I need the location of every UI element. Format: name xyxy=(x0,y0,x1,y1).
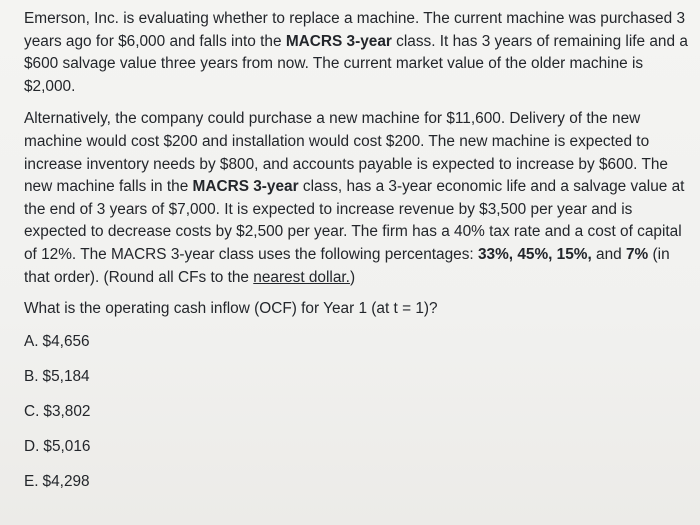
para2-text-3: and xyxy=(591,245,626,263)
option-a-letter: A. xyxy=(24,332,39,350)
option-e-text: $4,298 xyxy=(42,472,90,490)
question-card xyxy=(24,8,696,506)
para2-text-4: (in that order). (Round all CFs to the xyxy=(24,245,670,286)
option-c-letter: C. xyxy=(24,402,40,420)
para1-text-2: class. It has 3 years of remaining life and a $600 salvage value three years from now. The current market value of the older machine is $2,000. xyxy=(24,32,688,95)
question-prompt: What is the operating cash inflow (OCF) for Year 1 (at t = 1)? xyxy=(24,300,438,318)
problem-paragraph-2 xyxy=(24,108,696,289)
para2-seven-percent-bold: 7% xyxy=(626,245,649,263)
option-a[interactable] xyxy=(24,331,696,366)
para1-text-1: Emerson, Inc. is evaluating whether to replace a machine. The current machine was purchased 3 years ago for $6,000 and falls into the xyxy=(24,10,686,50)
option-b-letter: B. xyxy=(24,367,39,385)
para2-macrs-bold: MACRS 3-year xyxy=(192,178,299,196)
option-c-text: $3,802 xyxy=(43,402,91,420)
para1-macrs-bold: MACRS 3-year xyxy=(285,32,392,50)
para2-text-5: ) xyxy=(349,268,356,286)
option-d-text: $5,016 xyxy=(43,437,91,455)
para2-nearest-dollar-underlined: nearest dollar. xyxy=(253,268,350,286)
para2-text-1: Alternatively, the company could purchase a new machine for $11,600. Delivery of the new machine would cost $200 and installation would cost $200. The new machine is expected to increase inventory needs by $800, and accounts payable is expected to increase by $600. The new machine falls in the xyxy=(24,110,668,196)
answer-options xyxy=(24,331,696,506)
option-e[interactable] xyxy=(24,471,696,506)
para2-text-2: class, has a 3-year economic life and a salvage value at the end of 3 years of $7,000. It is expected to increase revenue by $3,500 per year and is expected to decrease costs by $2,500 per year. The firm has a 40% tax rate and a cost of capital of 12%. The MACRS 3-year class uses the following percentages: xyxy=(24,178,685,263)
option-d[interactable] xyxy=(24,436,696,471)
option-b-text: $5,184 xyxy=(42,367,90,385)
option-a-text: $4,656 xyxy=(42,332,90,350)
option-c[interactable] xyxy=(24,401,696,436)
problem-paragraph-1 xyxy=(24,8,696,98)
para2-percentages-bold: 33%, 45%, 15%, xyxy=(477,245,592,263)
option-e-letter: E. xyxy=(24,472,39,490)
option-b[interactable] xyxy=(24,366,696,401)
option-d-letter: D. xyxy=(24,437,40,455)
